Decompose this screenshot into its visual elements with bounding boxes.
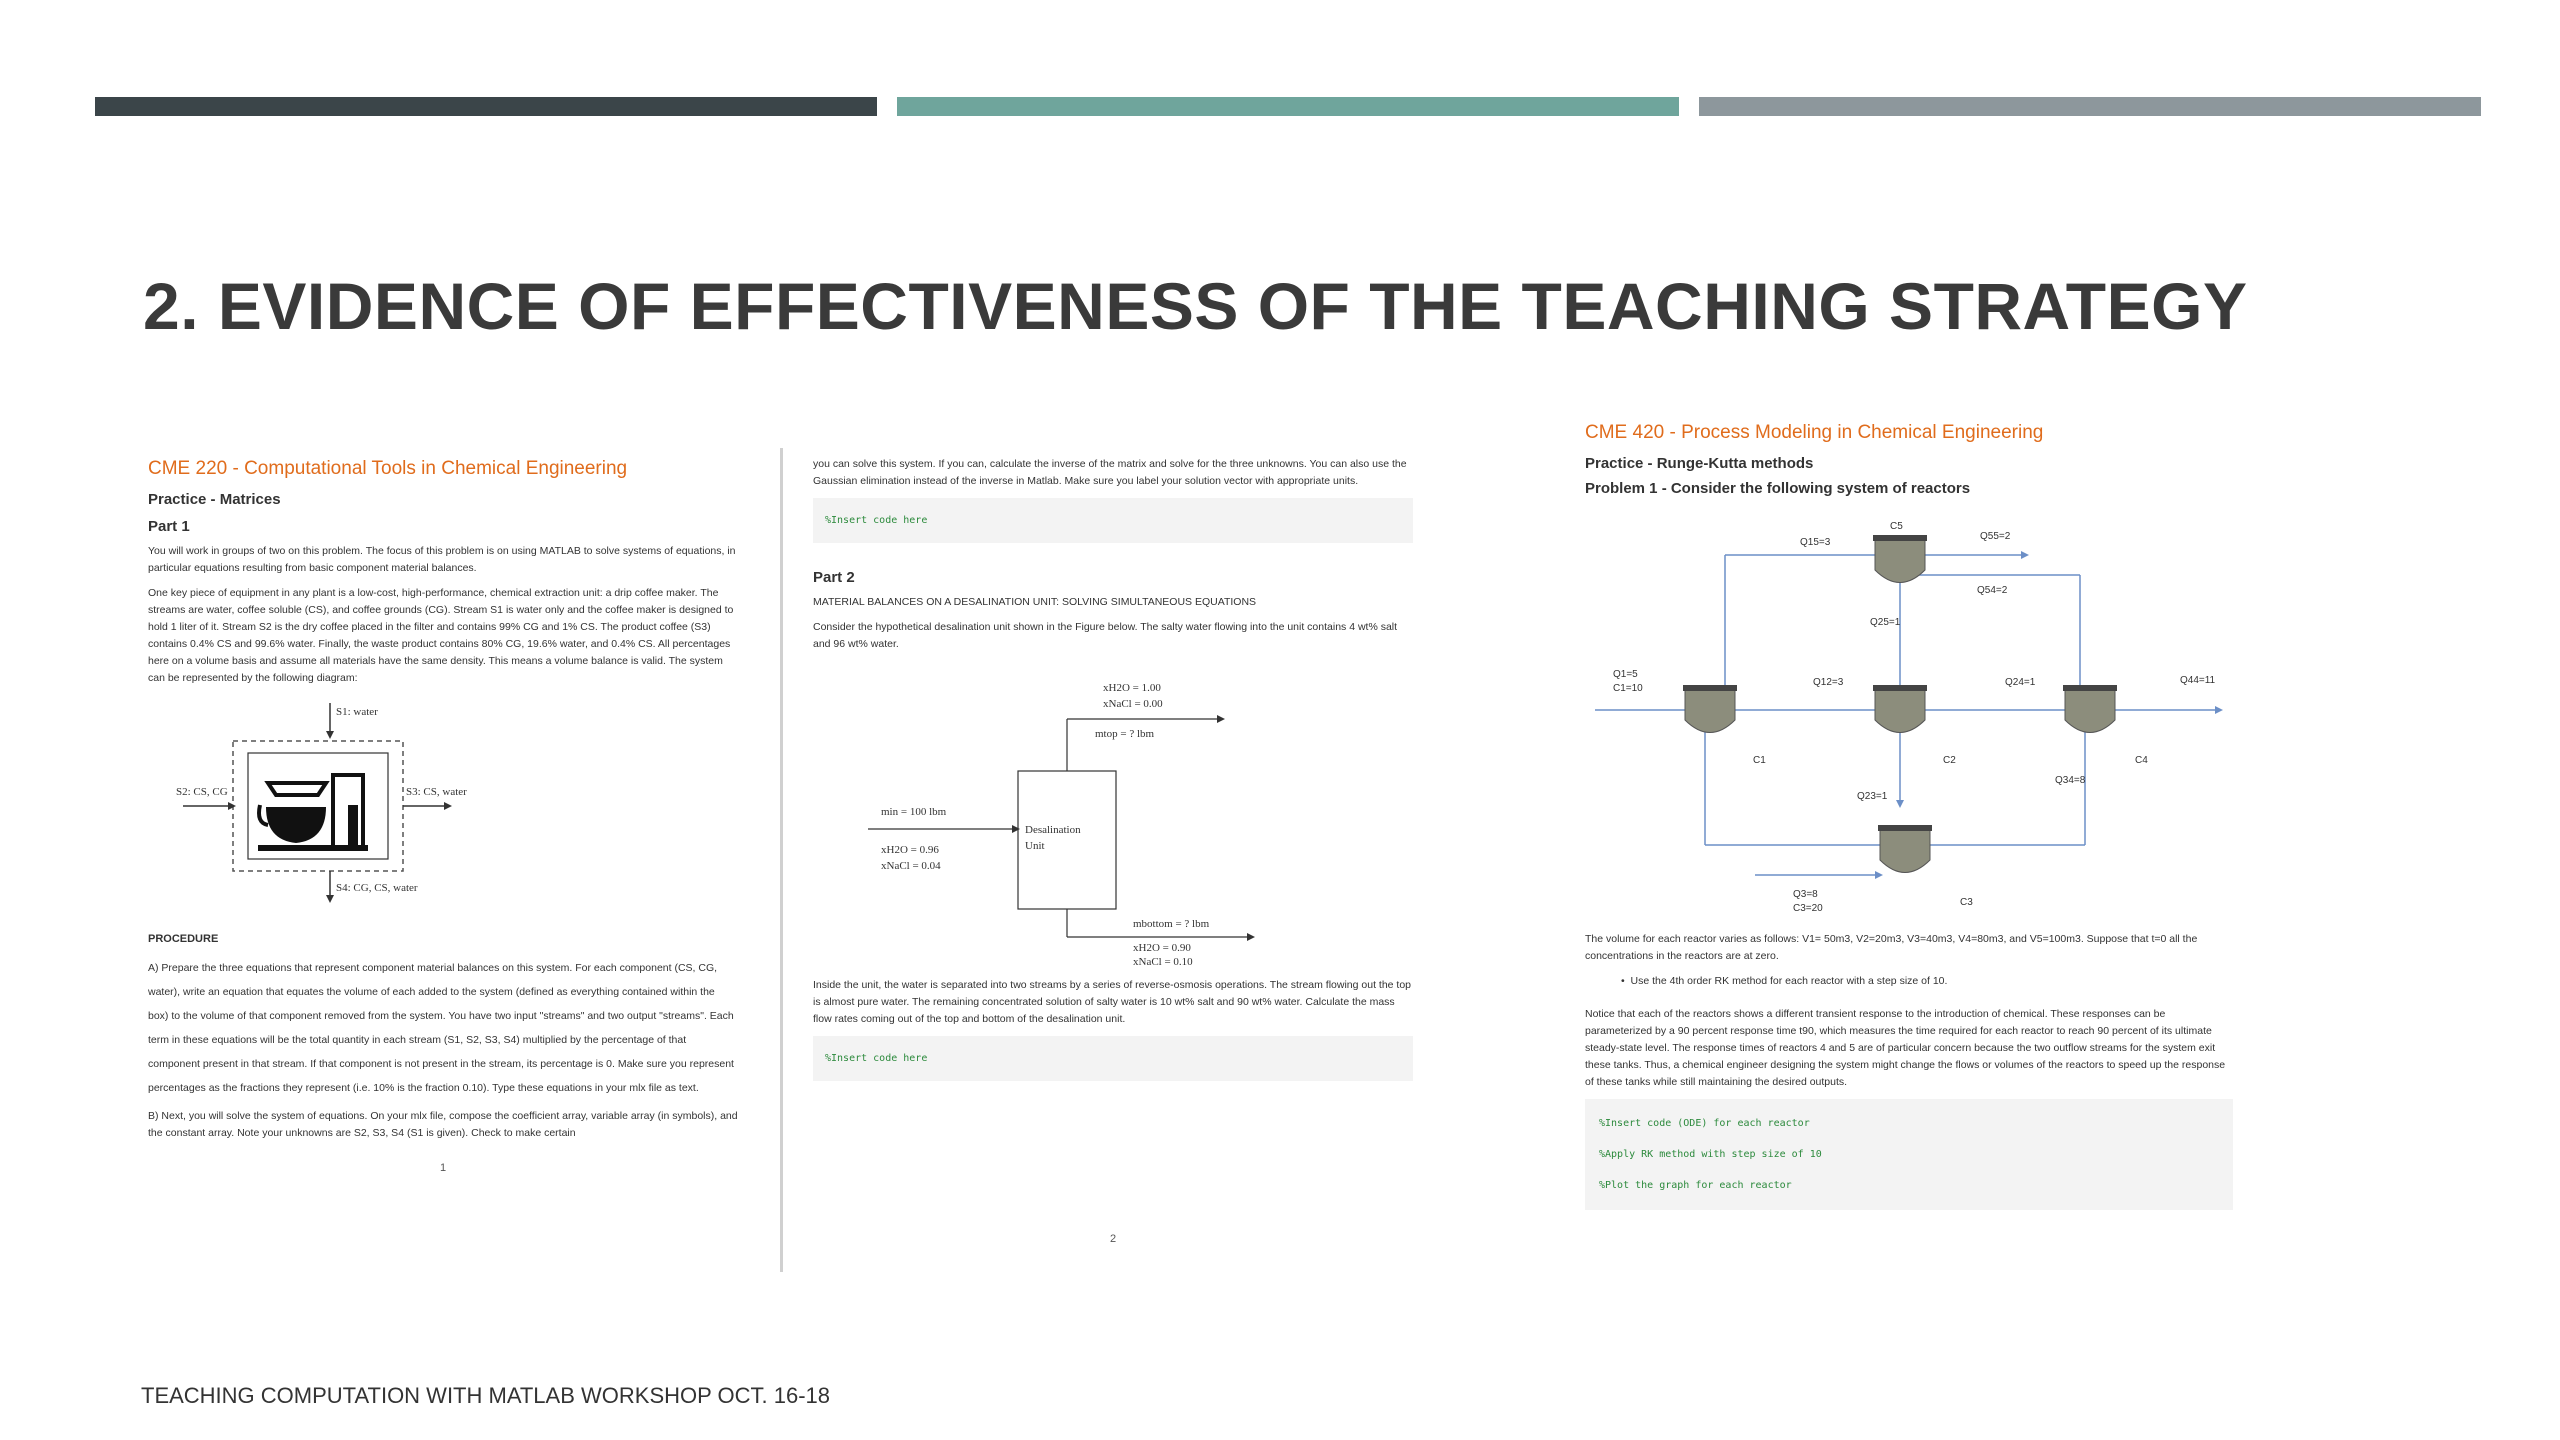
part-heading: Part 2: [813, 569, 855, 586]
top-mass: mtop = ? lbm: [1095, 728, 1155, 740]
label-q3-input: Q3=8: [1793, 889, 1818, 900]
label-c2: C2: [1943, 755, 1956, 766]
label-c1: C1: [1753, 755, 1766, 766]
code-block: %Insert code (ODE) for each reactor %Apply RK method with step size of 10 %Plot the graph for each reactor: [1585, 1099, 2233, 1210]
part-heading: Part 1: [148, 518, 190, 535]
label-q24: Q24=1: [2005, 677, 2036, 688]
procedure-a: A) Prepare the three equations that represent component material balances on this system. For each component (CS, CG, water), write an equation that equates the volume of each added to the system (defined as everything contained within the box) to the volume of that component removed from the system. You have two input "streams" and two output "streams". Each term in these equations will be the total quantity in each stream (S1, S2, S3, S4) multiplied by the percentage of that component present in that stream. If that component is not present in the stream, its percentage is 0. Make sure you represent percentages as the fractions they represent (i.e. 10% is the fraction 0.10). Type these equations in your mlx file as text.: [148, 962, 734, 1094]
label-c4: C4: [2135, 755, 2148, 766]
slide-title: 2. EVIDENCE OF EFFECTIVENESS OF THE TEACHING STRATEGY: [143, 269, 2248, 343]
bottom-mass: mbottom = ? lbm: [1133, 918, 1210, 930]
label-c3: C3: [1960, 897, 1973, 908]
reactor-network-diagram: [1585, 505, 2233, 915]
coffee-pot-icon: [258, 775, 368, 851]
label-q15: Q15=3: [1800, 537, 1831, 548]
practice-heading: Practice - Runge-Kutta methods: [1585, 455, 1814, 472]
unit-label-2: Unit: [1025, 840, 1045, 852]
course-title: CME 420 - Process Modeling in Chemical Engineering: [1585, 422, 2044, 443]
top-xnacl: xNaCl = 0.00: [1103, 698, 1163, 710]
label-q34: Q34=8: [2055, 775, 2086, 786]
label-q54: Q54=2: [1977, 585, 2008, 596]
label-q12: Q12=3: [1813, 677, 1844, 688]
body-paragraph-2: Inside the unit, the water is separated into two streams by a series of reverse-osmosis operations. The stream flowing out the top is almost pure water. The remaining concentrated solution of salty water is 10 wt% salt and 90 wt% water. Calculate the mass flow rates coming out of the top and bottom of the desalination unit.: [813, 979, 1412, 1025]
accent-bar-gray: [1699, 97, 2481, 116]
body-paragraph: Consider the hypothetical desalination unit shown in the Figure below. The salty water flowing into the unit contains 4 wt% salt and 96 wt% water.: [813, 621, 1398, 650]
stream-s2-label: S2: CS, CG: [176, 786, 228, 798]
desalination-diagram: [813, 661, 1413, 968]
code-block-2: %Insert code here: [813, 1036, 1413, 1081]
unit-label-1: Desalination: [1025, 824, 1081, 836]
accent-bar-dark: [95, 97, 877, 116]
practice-heading: Practice - Matrices: [148, 491, 281, 508]
stream-s4-label: S4: CG, CS, water: [336, 882, 418, 894]
label-c3-input: C3=20: [1793, 903, 1823, 914]
procedure-heading: PROCEDURE: [148, 933, 219, 945]
in-xnacl: xNaCl = 0.04: [881, 860, 941, 872]
in-mass: min = 100 lbm: [881, 806, 947, 818]
notice-paragraph: Notice that each of the reactors shows a different transient response to the introduction of chemical. These responses can be parameterized by a 90 percent response time t90, which measures the time required for each reactor to reach 90 percent of its ultimate steady-state level. The response times of reactors 4 and 5 are of particular concern because the two outflow streams for the system exit these tanks. Thus, a chemical engineer designing the system might change the flows or volumes of the reactors to speed up the response of these tanks while still maintaining the desired outputs.: [1585, 1008, 2226, 1088]
intro-paragraph: You will work in groups of two on this problem. The focus of this problem is on using MATLAB to solve systems of equations, in particular equations resulting from basic component material balances.: [148, 545, 736, 574]
body-paragraph: One key piece of equipment in any plant is a low-cost, high-performance, chemical extraction unit: a drip coffee maker. The streams are water, coffee soluble (CS), and coffee grounds (CG). Stream S1 is water only and the coffee maker is designed to hold 1 liter of it. Stream S2 is the dry coffee placed in the filter and contains 99% CG and 1% CS. The product coffee (S3) contains 0.4% CS and 99.6% water. Finally, the waste product contains 80% CG, 19.6% water, and 0.4% CS. All percentages here on a volume basis and assume all materials have the same density. This means a volume balance is valid. The system can be represented by the following diagram:: [148, 587, 734, 684]
document-page-1: [148, 460, 738, 1177]
code-block: %Insert code here: [813, 498, 1413, 543]
page-number-2: 2: [1109, 1233, 1117, 1245]
procedure-b: B) Next, you will solve the system of equations. On your mlx file, compose the coefficient array, variable array (in symbols), and the constant array. Note your unknowns are S2, S3, S4 (S1 is given). Check to make certain: [148, 1110, 738, 1139]
subtitle: MATERIAL BALANCES ON A DESALINATION UNIT: SOLVING SIMULTANEOUS EQUATIONS: [813, 596, 1257, 608]
footer-text: TEACHING COMPUTATION WITH MATLAB WORKSHOP OCT. 16-18: [141, 1383, 830, 1408]
bottom-xh2o: xH2O = 0.90: [1133, 942, 1191, 954]
rk-bullet: • Use the 4th order RK method for each reactor with a step size of 10.: [1621, 975, 1948, 987]
bottom-xnacl: xNaCl = 0.10: [1133, 956, 1193, 968]
stream-s1-label: S1: water: [336, 706, 378, 718]
document-page-3: [1585, 424, 2233, 1222]
label-q1-input: Q1=5: [1613, 669, 1638, 680]
problem-heading: Problem 1 - Consider the following system of reactors: [1585, 480, 1971, 497]
course-title: CME 220 - Computational Tools in Chemical Engineering: [148, 458, 628, 479]
top-xh2o: xH2O = 1.00: [1103, 682, 1161, 694]
intro-paragraph: you can solve this system. If you can, calculate the inverse of the matrix and solve for the three unknowns. You can also use the Gaussian elimination instead of the inverse in Matlab. Make sure you label your solution vector with appropriate units.: [813, 458, 1407, 487]
in-xh2o: xH2O = 0.96: [881, 844, 939, 856]
stream-s3-label: S3: CS, water: [406, 786, 467, 798]
label-q55: Q55=2: [1980, 531, 2011, 542]
label-c1-input: C1=10: [1613, 683, 1643, 694]
page-divider: [780, 448, 783, 1272]
accent-bar-teal: [897, 97, 1679, 116]
label-q25: Q25=1: [1870, 617, 1901, 628]
document-page-2: [813, 456, 1413, 1248]
label-q44: Q44=11: [2180, 675, 2216, 686]
label-q23: Q23=1: [1857, 791, 1888, 802]
label-c5: C5: [1890, 521, 1903, 532]
coffee-maker-diagram: [148, 695, 738, 905]
page-number-1: 1: [439, 1162, 447, 1174]
volumes-paragraph: The volume for each reactor varies as follows: V1= 50m3, V2=20m3, V3=40m3, V4=80m3, and V5=100m3. Suppose that t=0 all the concentrations in the reactors are at zero.: [1585, 933, 2198, 962]
